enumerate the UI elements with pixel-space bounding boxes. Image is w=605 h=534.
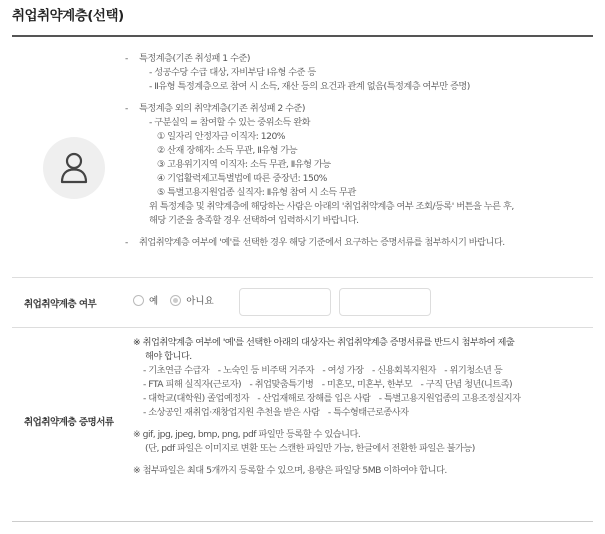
page-title: 취업취약계층(선택) [12, 8, 124, 24]
vulnerable-radio-group [133, 293, 226, 307]
list-item: ③ 고용위기지역 이직자: 소득 무관, Ⅱ유형 가능 [157, 159, 331, 170]
vulnerable-detail-field[interactable] [339, 288, 431, 316]
category-item: - 특수형태근로종사자 [327, 407, 409, 418]
category-item: - 소상공인 재취업·재창업지원 추천을 받은 사람 [143, 407, 320, 418]
docs-intro-line1: ※ 취업취약계층 여부에 '예'를 선택한 아래의 대상자는 취업취약계층 증명서류를 반드시 첨부하여 제출 [133, 337, 515, 348]
docs-guidance [133, 336, 593, 478]
category-item: - 산업재해로 장해를 입은 사람 [257, 393, 371, 404]
list-item: ④ 기업활력제고특별법에 따른 중장년: 150% [157, 173, 327, 184]
section-bottom-border [12, 521, 593, 522]
file-type-note-line2: (단, pdf 파일은 이미지로 변환 또는 스캔한 파일만 가능, 한글에서 전환한 파일은 불가능) [145, 443, 475, 454]
bullet-dash: - [125, 103, 128, 114]
bullet-dash: - [125, 53, 128, 64]
category-line [133, 392, 593, 406]
category-item: - 기초연금 수급자 [143, 365, 210, 376]
category-item: - 신용회복지원자 [371, 365, 436, 376]
list-item: - 성공수당 수급 대상, 자비부담 Ⅰ유형 수준 등 [149, 67, 316, 78]
bullet-dash: - [125, 237, 128, 248]
list-item: ⑤ 특별고용지원업종 실직자: Ⅱ유형 참여 시 소득 무관 [157, 187, 356, 198]
vulnerable-type-field[interactable] [239, 288, 331, 316]
list-item-text: 구분실익 = 참여할 수 있는 중위소득 완화 [154, 117, 310, 128]
selection-note-line2: 해당 기준을 충족할 경우 선택하여 입력하시기 바랍니다. [149, 215, 359, 226]
row-divider [12, 277, 593, 278]
docs-intro-line2: 해야 합니다. [145, 351, 192, 362]
category-item: - 노숙인 등 비주택 거주자 [217, 365, 314, 376]
specific-group-title: 특정계층(기존 취성패 1 수준) [139, 53, 250, 64]
avatar [43, 137, 105, 199]
vulnerable-group-title: 특정계층 외의 취약계층(기존 취성패 2 수준) [139, 103, 305, 114]
list-item: - Ⅱ유형 특정계층으로 참여 시 소득, 재산 등의 요건과 관계 없음(특정계층 여부만 증명) [149, 81, 470, 92]
file-limit-note: ※ 첨부파일은 최대 5개까지 등록할 수 있으며, 용량은 파일당 5MB 이하여야 합니다. [133, 465, 447, 476]
list-item-text: 성공수당 수급 대상, 자비부담 Ⅰ유형 수준 등 [154, 67, 316, 78]
radio-no-label[interactable]: 아니요 [186, 296, 214, 307]
docs-field-label: 취업취약계층 증명서류 [24, 417, 114, 428]
user-icon [58, 151, 90, 185]
category-item: - FTA 피해 실직자(근로자) [143, 379, 242, 390]
category-line [133, 378, 593, 392]
bullet-document-notice [125, 236, 595, 250]
eligibility-info [125, 52, 595, 250]
selection-note-line1: 위 특정계층 및 취약계층에 해당하는 사람은 아래의 '취업취약계층 여부 조회/등록' 버튼을 누른 후, [149, 201, 514, 212]
list-item-text: Ⅱ유형 특정계층으로 참여 시 소득, 재산 등의 요건과 관계 없음(특정계층 여부만 증명) [154, 81, 470, 92]
info-panel [12, 37, 593, 277]
bullet-specific-group [125, 52, 595, 66]
radio-yes-label[interactable]: 예 [149, 296, 159, 307]
bullet-vulnerable-group [125, 102, 595, 116]
category-item: - 특별고용지원업종의 고용조정실지자 [378, 393, 521, 404]
category-item: - 대학교(대학원) 졸업예정자 [143, 393, 249, 404]
list-item: ② 산재 장해자: 소득 무관, Ⅱ유형 가능 [157, 145, 298, 156]
category-item: - 미혼모, 미혼부, 한부모 [321, 379, 413, 390]
document-notice-text: 취업취약계층 여부에 '예'를 선택한 경우 해당 기준에서 요구하는 증명서류를 첨부하시기 바랍니다. [139, 237, 505, 248]
row-divider [12, 327, 593, 328]
file-type-note-line1: ※ gif, jpg, jpeg, bmp, png, pdf 파일만 등록할 수 있습니다. [133, 429, 361, 440]
list-item: - 구분실익 = 참여할 수 있는 중위소득 완화 [149, 117, 310, 128]
category-line [133, 406, 593, 420]
radio-yes[interactable] [133, 295, 144, 306]
radio-no[interactable] [170, 295, 181, 306]
category-item: - 위기청소년 등 [444, 365, 503, 376]
category-item: - 취업맞춤특기병 [249, 379, 314, 390]
category-line [133, 364, 593, 378]
list-item: ① 일자리 안정자금 이직자: 120% [157, 131, 286, 142]
vulnerable-field-label: 취업취약계층 여부 [24, 299, 97, 310]
category-item: - 여성 가장 [322, 365, 364, 376]
category-item: - 구직 단념 청년(니트족) [420, 379, 513, 390]
